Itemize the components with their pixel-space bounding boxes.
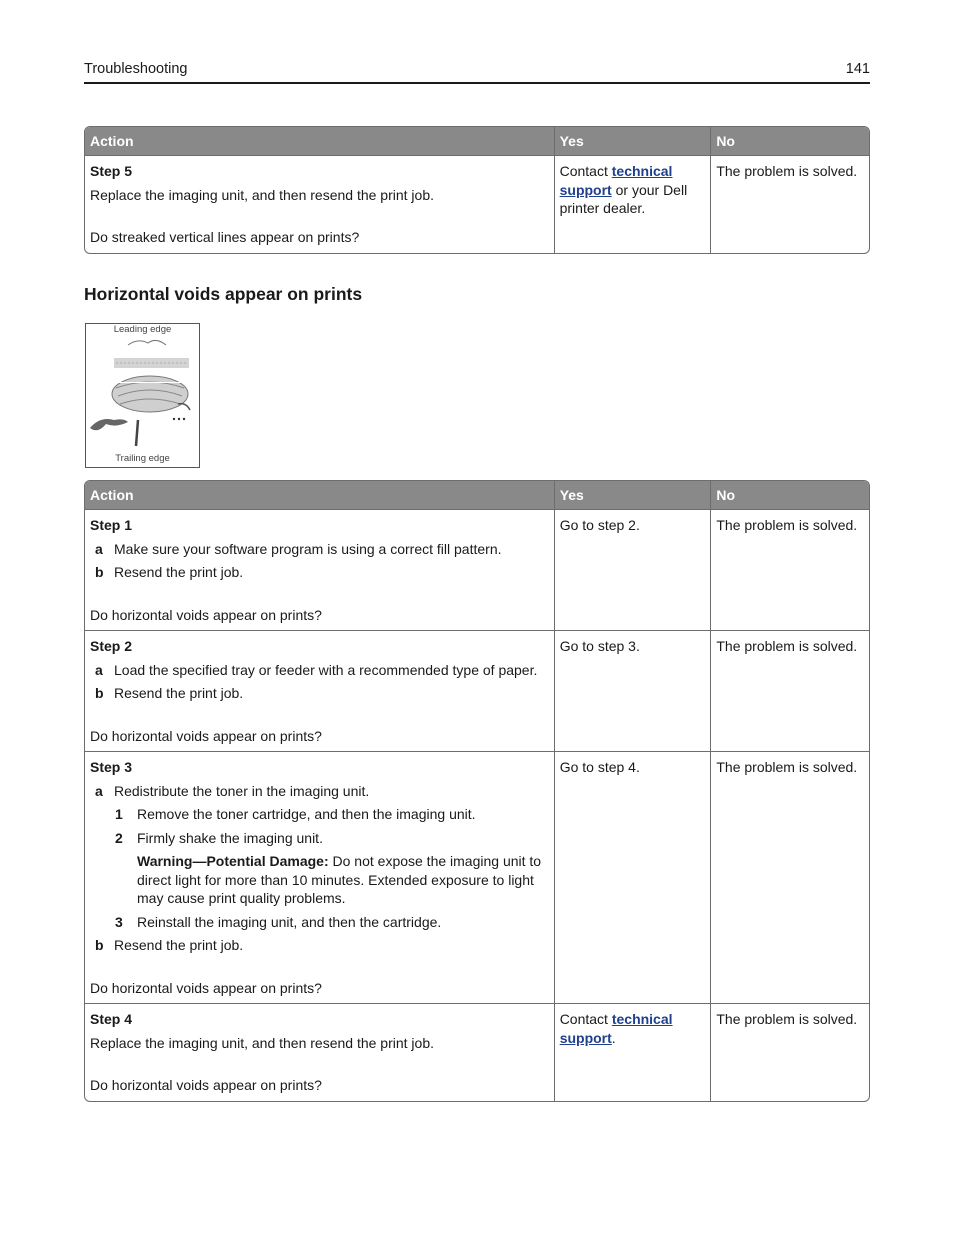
column-header-no: No [711,481,869,509]
substep-a-2: 2 Firmly shake the imaging unit. [115,829,323,846]
substep-a-3: 3 Reinstall the imaging unit, and then the cartridge. [115,913,442,930]
running-header-title: Troubleshooting [84,61,188,77]
action-cell [85,751,555,1003]
yes-cell [555,1003,712,1101]
column-header-action: Action [85,481,555,509]
step5-table [84,126,870,254]
column-header-action: Action [85,127,555,155]
leading-edge-caption: Leading edge [113,324,172,335]
substep-b: b Resend the print job. [95,564,244,580]
substep-b: b Resend the print job. [95,685,244,701]
step-label: Step 3 [90,759,133,775]
warning-note [90,852,549,908]
substep-a: a Redistribute the toner in the imaging unit. [95,782,370,799]
horizontal-voids-illustration [85,323,200,468]
step-question: Do horizontal voids appear on prints? [90,606,322,623]
yes-cell [555,155,712,253]
column-header-yes: Yes [555,127,712,155]
step-question: Do horizontal voids appear on prints? [90,1077,322,1093]
step-label: Step 1 [90,517,133,533]
action-cell [85,1003,555,1101]
substep-a: a Make sure your software program is using a correct fill pattern. [95,540,502,557]
step-label: Step 4 [90,1011,133,1027]
table-header-row [85,481,869,509]
no-cell: The problem is solved. [711,1003,869,1101]
table-row-step-1 [85,509,869,630]
warning-text: Do not expose the imaging unit to direct light for more than 10 minutes. Extended exposure to light may cause print quality problems. [137,853,542,906]
action-cell [85,630,555,751]
table-row-step-3 [85,751,869,1003]
no-cell: The problem is solved. [711,630,869,751]
page-number: 141 [845,61,870,77]
step-question: Do horizontal voids appear on prints? [90,727,322,744]
column-header-yes: Yes [555,481,712,509]
yes-cell: Go to step 2. [555,509,712,630]
technical-support-link[interactable]: technical [611,1011,673,1027]
table-row-step-4 [85,1003,869,1101]
technical-support-link-2[interactable]: support [559,1029,612,1046]
yes-cell: Go to step 3. [555,630,712,751]
yes-prefix: Contact [559,163,612,179]
step-text: Replace the imaging unit, and then resend the print job. [90,186,435,203]
trailing-edge-caption: Trailing edge [115,453,170,464]
no-cell: The problem is solved. [711,509,869,630]
section-title: Horizontal voids appear on prints [84,284,363,304]
substep-b: b Resend the print job. [95,937,244,953]
action-cell [85,155,555,253]
table-row [85,155,869,253]
step-label: Step 2 [90,638,133,654]
yes-suffix: . [611,1029,616,1046]
step-question: Do horizontal voids appear on prints? [90,979,322,996]
substep-a: a Load the specified tray or feeder with a recommended type of paper. [95,661,538,678]
step-question: Do streaked vertical lines appear on prints? [90,229,360,245]
flower-image [86,324,199,467]
yes-suffix: or your Dell printer dealer. [559,181,688,216]
yes-prefix: Contact [559,1011,612,1027]
table-row-step-2 [85,630,869,751]
step-text: Replace the imaging unit, and then resend the print job. [90,1034,435,1051]
horizontal-voids-table [84,480,870,1102]
warning-label: Warning—Potential Damage: [137,853,329,869]
yes-cell: Go to step 4. [555,751,712,1003]
no-cell: The problem is solved. [711,155,869,253]
action-cell [85,509,555,630]
technical-support-link[interactable]: technical [611,163,673,179]
technical-support-link-2[interactable]: support [559,181,612,198]
table-header-row [85,127,869,155]
page-header [84,60,870,84]
no-cell: The problem is solved. [711,751,869,1003]
substep-a-1: 1 Remove the toner cartridge, and then the imaging unit. [115,806,476,822]
column-header-no: No [711,127,869,155]
step-label: Step 5 [90,163,133,179]
